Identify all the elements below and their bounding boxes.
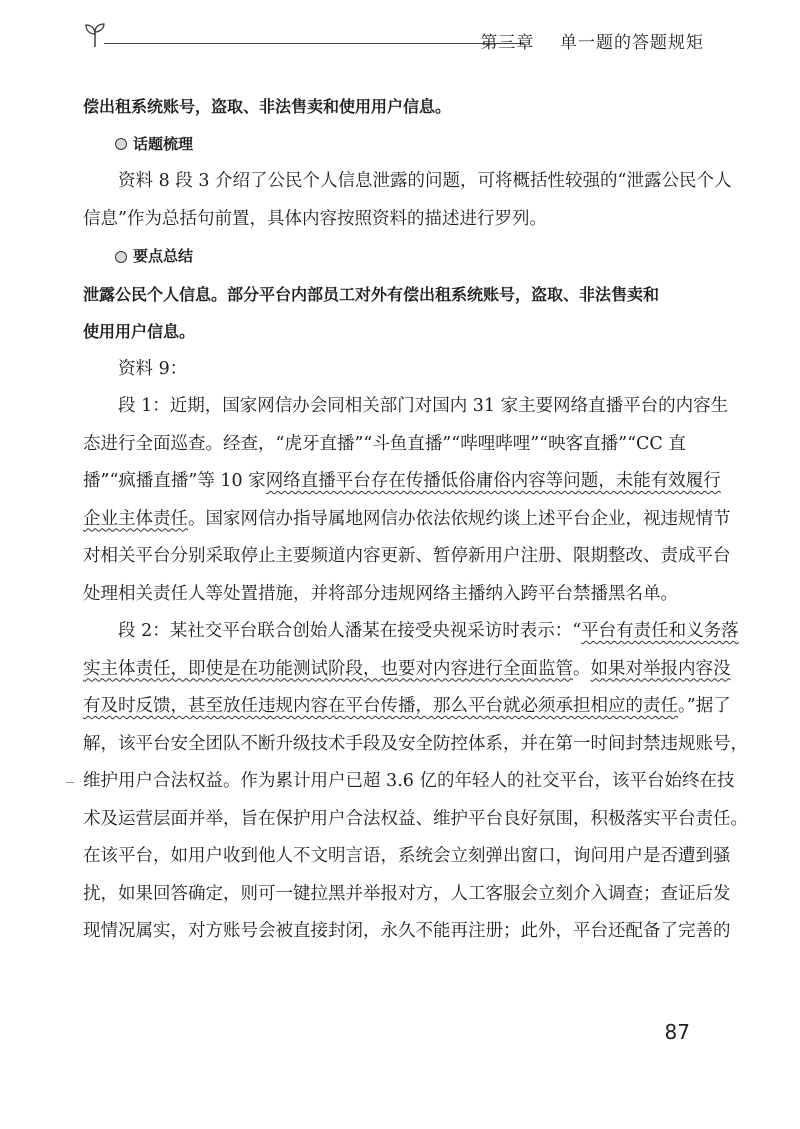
text-line: 术及运营层面并举，旨在保护用户合法权益、维护平台良好氛围，积极落实平台责任。 — [83, 808, 748, 829]
text-line — [83, 501, 731, 539]
page-header — [84, 22, 704, 52]
circle-marker-icon — [115, 138, 127, 150]
margin-mark — [66, 782, 74, 783]
section-heading — [83, 126, 693, 164]
text-line — [83, 613, 739, 651]
text-line: 对相关平台分别采取停止主要频道内容更新、暂停新用户注册、限期整改、责成平台 — [83, 546, 731, 566]
material-label: 资料 9： — [118, 358, 188, 379]
text-line: 泄露公民个人信息。部分平台内部员工对外有偿出租系统账号，盗取、非法售卖和 — [83, 284, 660, 304]
underlined-span: 有及时反馈，甚至放任违规内容在平台传播，那么平台就必须承担相应的责任 — [83, 696, 678, 716]
page-body — [83, 88, 748, 951]
text-line: 现情况属实，对方账号会被直接封闭，永久不能再注册；此外，平台还配备了完善的 — [83, 921, 731, 941]
text-line: 扰，如果回答确定，则可一键拉黑并举报对方，人工客服会立刻介入调查；查证后发 — [83, 883, 731, 904]
section-heading — [83, 238, 693, 276]
text-line: 段 1：近期，国家网信办会同相关部门对国内 31 家主要网络直播平台的内容生 — [118, 396, 729, 416]
text-line: 使用用户信息。 — [83, 322, 196, 341]
text-line: 资料 8 段 3 介绍了公民个人信息泄露的问题，可将概括性较强的“泄露公民个人 — [118, 171, 732, 191]
text-line: 维护用户合法权益。作为累计用户已超 3.6 亿的年轻人的社交平台，该平台始终在技 — [83, 771, 735, 791]
text-span: 。”据了 — [678, 696, 731, 716]
text-span: 。 — [573, 658, 591, 679]
text-line — [83, 651, 731, 689]
text-line — [83, 463, 721, 501]
text-line: 偿出租系统账号，盗取、非法售卖和使用用户信息。 — [83, 97, 452, 116]
text-line: 信息”作为总括句前置，具体内容按照资料的描述进行罗列。 — [83, 208, 547, 229]
header-rule — [104, 43, 524, 44]
text-span: 段 2：某社交平台联合创始人潘某在接受央视采访时表示：“ — [118, 621, 582, 641]
underlined-span: 如果对举报内容没 — [590, 658, 731, 679]
text-line — [83, 688, 731, 726]
text-line: 解，该平台安全团队不断升级技术手段及安全防控体系，并在第一时间封禁违规账号， — [83, 733, 748, 754]
text-line: 态进行全面巡查。经查，“虎牙直播”“斗鱼直播”“哔哩哔哩”“映客直播”“CC 直 — [83, 433, 686, 454]
chapter-label: 第三章 — [480, 33, 535, 53]
circle-marker-icon — [115, 251, 127, 263]
page-number: 87 — [664, 1020, 690, 1044]
running-head — [480, 28, 704, 53]
sprout-icon — [84, 22, 106, 48]
text-line: 在该平台，如用户收到他人不文明言语，系统会立刻弹出窗口，询问用户是否遭到骚 — [83, 846, 731, 866]
text-span: 播”“疯播直播”等 10 家 — [83, 471, 266, 491]
underlined-span: 企业主体责任 — [83, 508, 188, 529]
heading-label: 要点总结 — [133, 247, 194, 265]
underlined-span: 平台有责任和义务落 — [581, 621, 739, 641]
text-line: 处理相关责任人等处置措施，并将部分违规网络主播纳入跨平台禁播黑名单。 — [83, 583, 678, 604]
underlined-span: 网络直播平台存在传播低俗庸俗内容等问题，未能有效履行 — [265, 471, 721, 491]
chapter-title: 单一题的答题规矩 — [560, 33, 704, 53]
text-span: 。国家网信办指导属地网信办依法依规约谈上述平台企业，视违规情节 — [188, 508, 731, 529]
heading-label: 话题梳理 — [133, 134, 194, 153]
underlined-span: 实主体责任，即使是在功能测试阶段，也要对内容进行全面监管 — [83, 658, 573, 679]
